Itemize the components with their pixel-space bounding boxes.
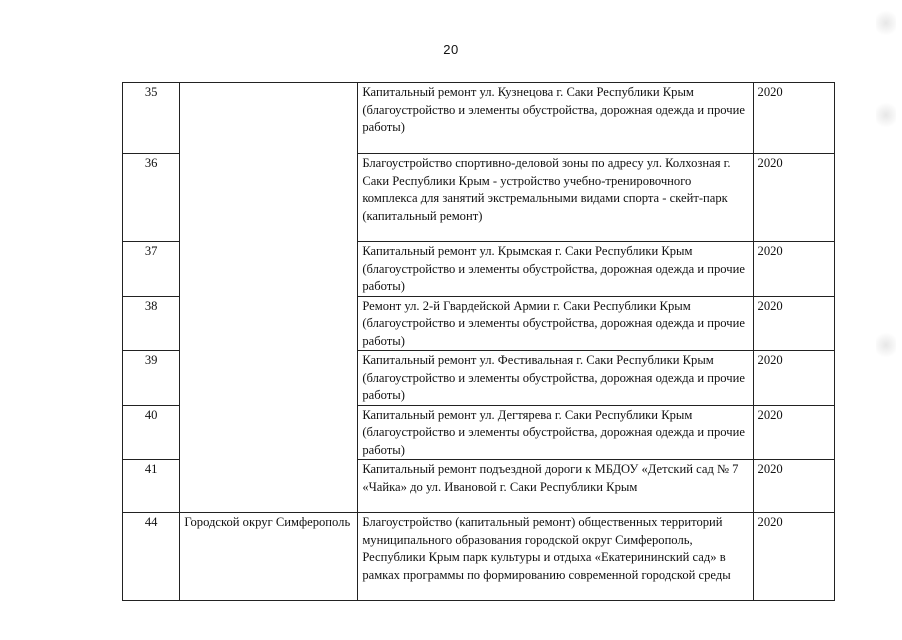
row-number: 38 [123, 296, 180, 351]
page-number: 20 [443, 42, 459, 57]
project-year: 2020 [753, 405, 834, 460]
table-row [123, 83, 835, 154]
project-description: Капитальный ремонт ул. Фестивальная г. Саки Республики Крым (благоустройство и элементы обустройства, дорожная одежда и прочие работы) [358, 351, 753, 406]
row-number: 44 [123, 513, 180, 601]
row-number: 35 [123, 83, 180, 154]
municipality-cell [180, 83, 358, 513]
row-number: 41 [123, 460, 180, 513]
project-description: Капитальный ремонт ул. Дегтярева г. Саки Республики Крым (благоустройство и элементы обустройства, дорожная одежда и прочие работы) [358, 405, 753, 460]
project-description: Капитальный ремонт подъездной дороги к МБДОУ «Детский сад № 7 «Чайка» до ул. Ивановой г. Саки Республики Крым [358, 460, 753, 513]
projects-table [122, 82, 835, 601]
row-number: 37 [123, 242, 180, 297]
project-description: Ремонт ул. 2-й Гвардейской Армии г. Саки Республики Крым (благоустройство и элементы обустройства, дорожная одежда и прочие работы) [358, 296, 753, 351]
project-year: 2020 [753, 351, 834, 406]
scan-artifact [876, 100, 896, 130]
table-row [123, 513, 835, 601]
project-year: 2020 [753, 296, 834, 351]
scan-artifact [876, 330, 896, 360]
project-year: 2020 [753, 242, 834, 297]
row-number: 40 [123, 405, 180, 460]
project-year: 2020 [753, 83, 834, 154]
project-description: Капитальный ремонт ул. Кузнецова г. Саки Республики Крым (благоустройство и элементы обустройства, дорожная одежда и прочие работы) [358, 83, 753, 154]
project-description: Благоустройство (капитальный ремонт) общественных территорий муниципального образования городской округ Симферополь, Республики Крым парк культуры и отдыха «Екатерининский сад» в рамках программы по формированию современной городской среды [358, 513, 753, 601]
row-number: 36 [123, 154, 180, 242]
project-year: 2020 [753, 460, 834, 513]
scan-artifact [876, 8, 896, 38]
project-description: Капитальный ремонт ул. Крымская г. Саки Республики Крым (благоустройство и элементы обустройства, дорожная одежда и прочие работы) [358, 242, 753, 297]
row-number: 39 [123, 351, 180, 406]
municipality-name: Городской округ Симферополь [180, 513, 358, 601]
project-year: 2020 [753, 513, 834, 601]
project-description: Благоустройство спортивно-деловой зоны по адресу ул. Колхозная г. Саки Республики Крым - устройство учебно-тренировочного комплекса для занятий экстремальными видами спорта - скейт-парк (капитальный ремонт) [358, 154, 753, 242]
project-year: 2020 [753, 154, 834, 242]
